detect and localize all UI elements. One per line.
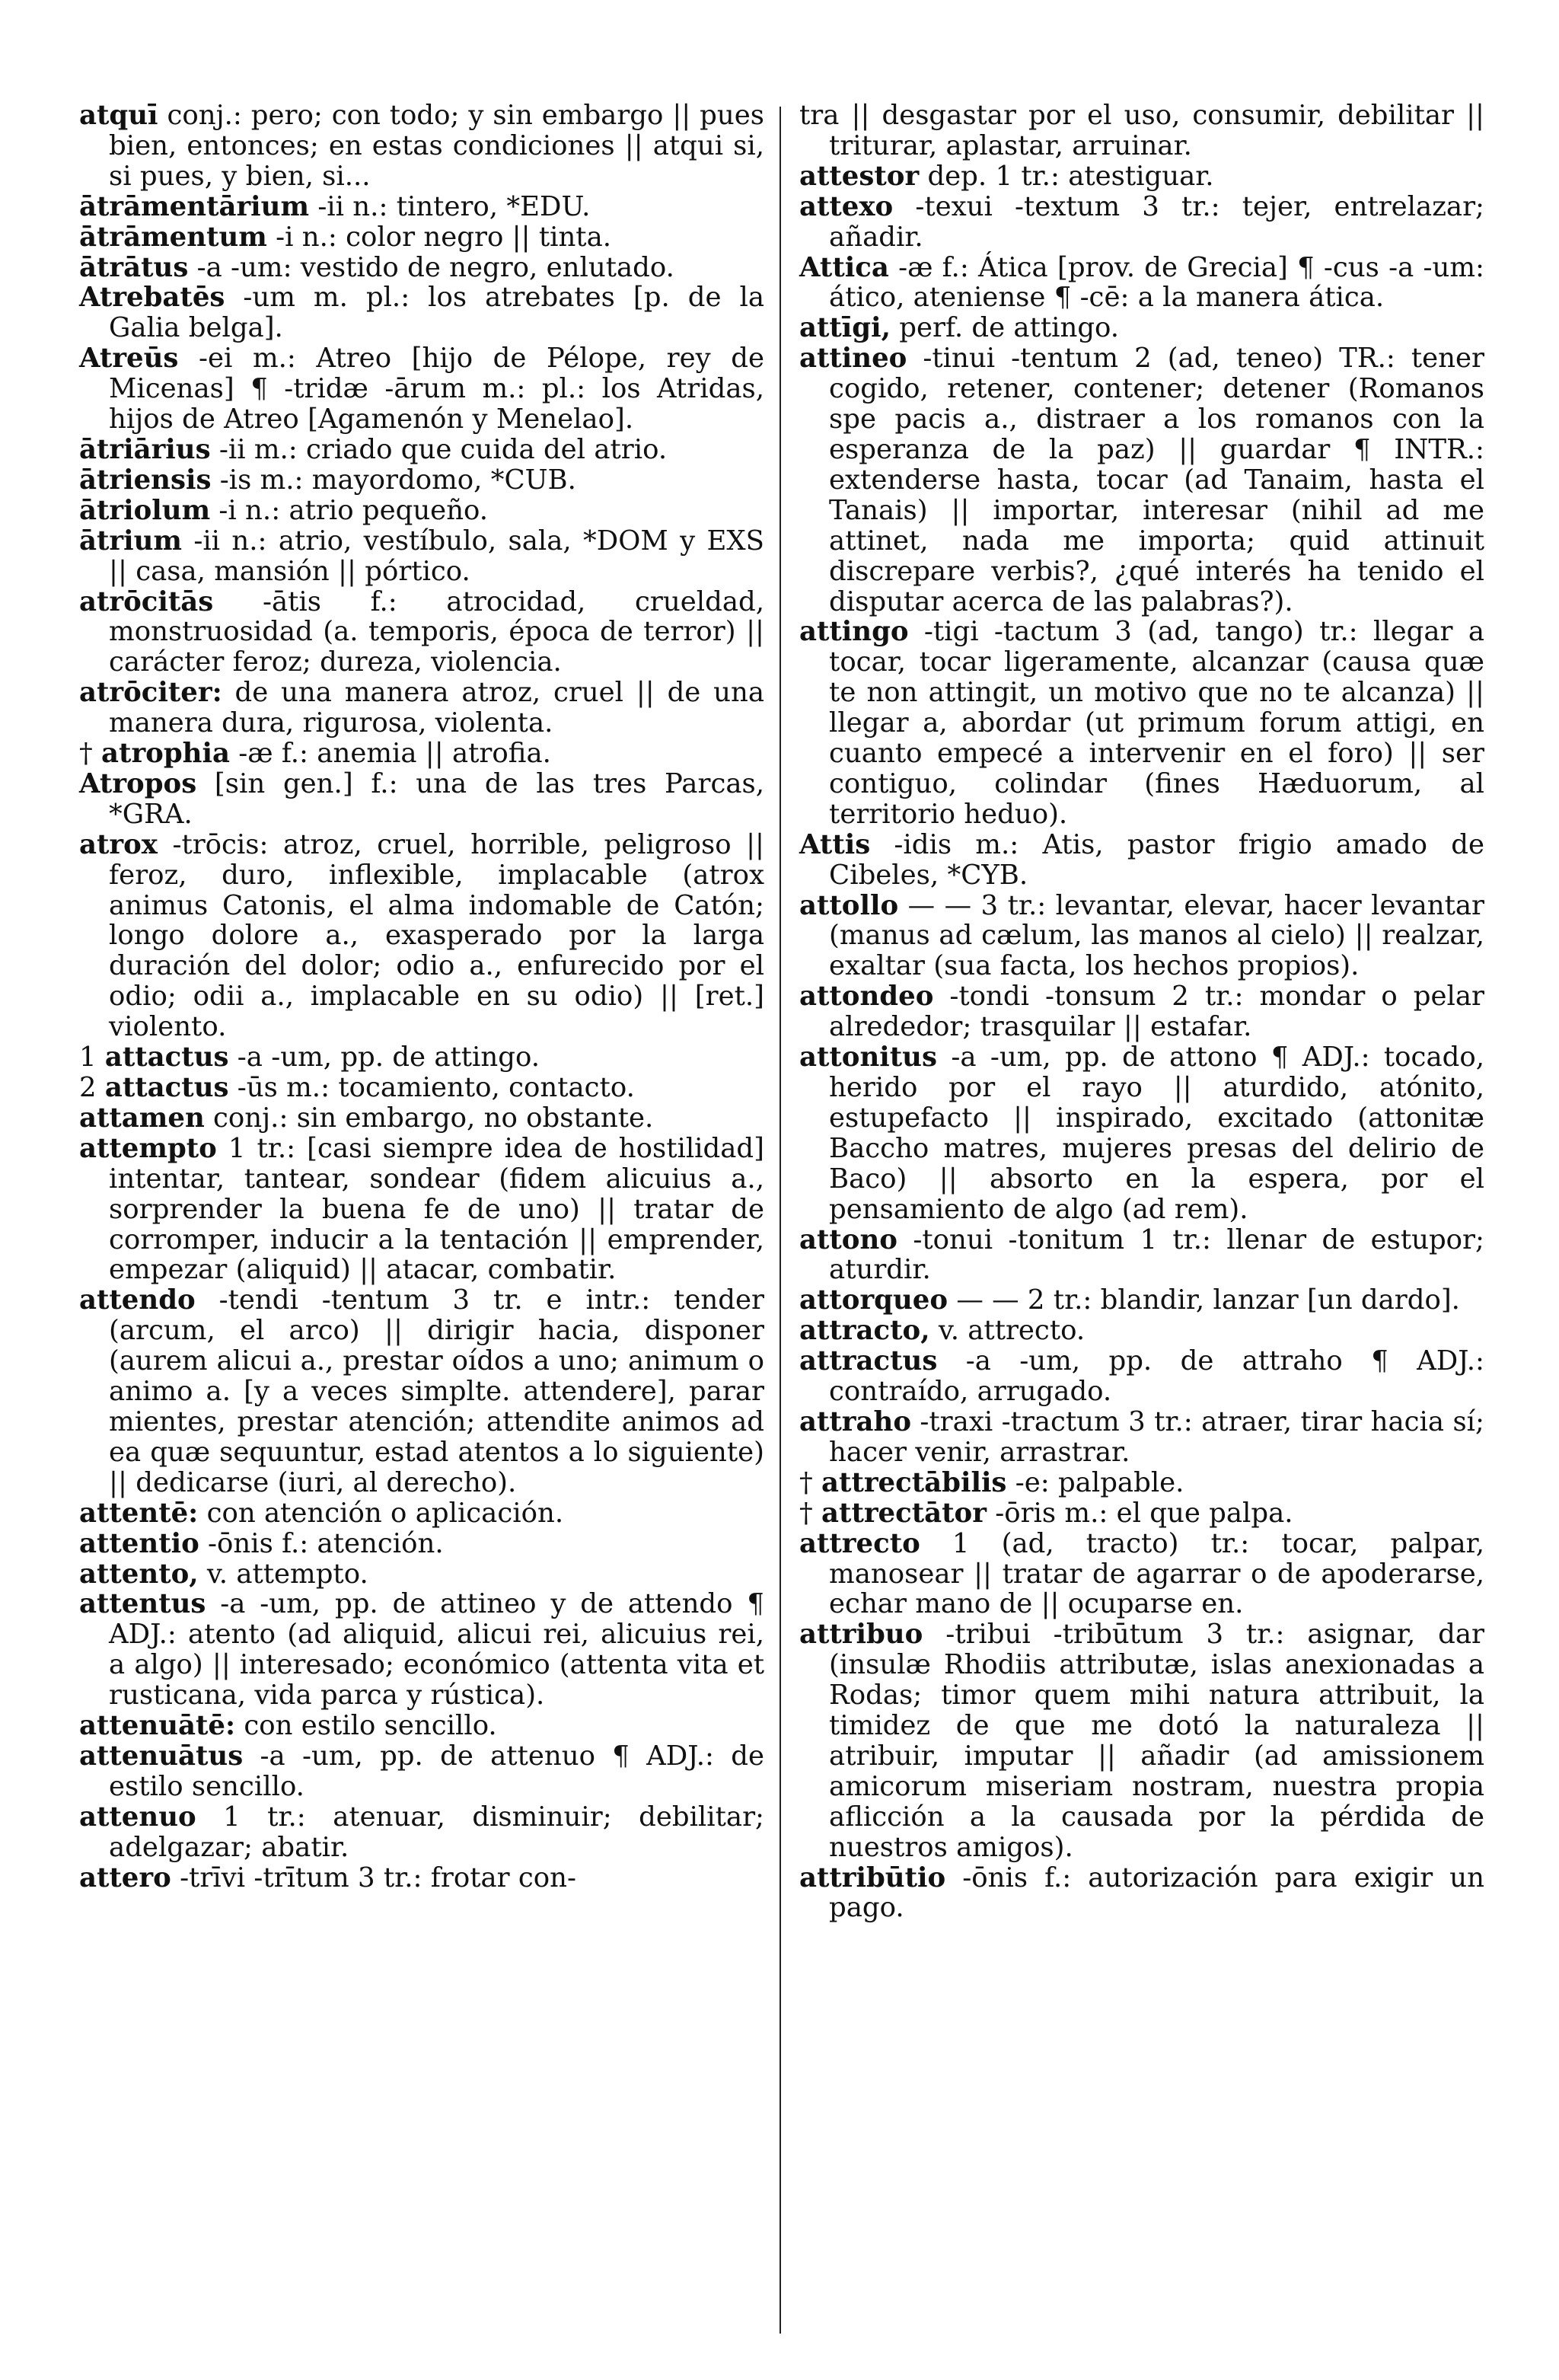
- headword: Atreūs: [79, 343, 179, 375]
- dictionary-entry: attorqueo — — 2 tr.: blandir, lanzar [un dardo].: [799, 1284, 1460, 1316]
- dictionary-entry: attendo -tendi -tentum 3 tr. e intr.: tender (arcum, el arco) || dirigir hacia, disponer (aurem alicui a., prestar oídos a uno; animum o animo a. [y a veces simplte. attendere], parar mientes, prestar atención; attendite animos ad ea quæ sequuntur, estad atentos a lo siguiente) || dedicarse (iuri, al derecho).: [79, 1284, 764, 1498]
- headword: attrectābilis: [821, 1466, 1007, 1498]
- dictionary-entry: Attica -æ f.: Ática [prov. de Grecia] ¶ -cus -a -um: ático, ateniense ¶ -cē: a la manera ática.: [799, 251, 1484, 314]
- dictionary-entry: attento, v. attempto.: [79, 1558, 368, 1590]
- headword: attenuātus: [79, 1740, 244, 1772]
- headword: atquī: [79, 100, 158, 131]
- headword: attrecto: [799, 1527, 920, 1559]
- headword: attineo: [799, 343, 907, 375]
- dictionary-entry: Atropos [sin gen.] f.: una de las tres Parcas, *GRA.: [79, 767, 764, 830]
- dictionary-entry: ātrātus -a -um: vestido de negro, enlutado.: [79, 251, 674, 283]
- dictionary-entry: ātrāmentārium -ii n.: tintero, *EDU.: [79, 190, 591, 222]
- dictionary-entry: tra || desgastar por el uso, consumir, debilitar || triturar, aplastar, arruinar.: [799, 100, 1484, 161]
- headword: attribuo: [799, 1619, 923, 1651]
- headword: ātriensis: [79, 464, 212, 496]
- headword: Atrebatēs: [79, 282, 225, 314]
- headword: attamen: [79, 1102, 205, 1134]
- dictionary-entry: Attis -idis m.: Atis, pastor frigio amado de Cibeles, *CYB.: [799, 828, 1484, 891]
- headword: attero: [79, 1862, 171, 1893]
- headword: atrox: [79, 828, 158, 860]
- dictionary-entry: attono -tonui -tonitum 1 tr.: llenar de estupor; aturdir.: [799, 1223, 1484, 1286]
- dictionary-entry: attrecto 1 (ad, tracto) tr.: tocar, palpar, manosear || tratar de agarrar o de apoderarse, echar mano de || ocuparse en.: [799, 1527, 1484, 1620]
- dictionary-entry: Atreūs -ei m.: Atreo [hijo de Pélope, rey de Micenas] ¶ -tridæ -ārum m.: pl.: los Atridas, hijos de Atreo [Agamenón y Menelao].: [79, 343, 764, 435]
- headword: attono: [799, 1223, 897, 1255]
- headword: attexo: [799, 190, 894, 222]
- dictionary-entry: attracto, v. attrecto.: [799, 1315, 1086, 1347]
- headword: ātrium: [79, 525, 182, 557]
- right-column: [799, 100, 1484, 1923]
- headword: atrōciter:: [79, 677, 222, 709]
- dictionary-entry: attraho -traxi -tractum 3 tr.: atraer, tirar hacia sí; hacer venir, arrastrar.: [799, 1405, 1484, 1468]
- headword: attenuo: [79, 1801, 196, 1833]
- dictionary-entry: attenuātus -a -um, pp. de attenuo ¶ ADJ.: de estilo sencillo.: [79, 1740, 764, 1802]
- headword: attenuātē:: [79, 1710, 236, 1742]
- dictionary-entry: ātrāmentum -i n.: color negro || tinta.: [79, 221, 612, 253]
- dictionary-entry: atrōciter: de una manera atroz, cruel || de una manera dura, rigurosa, violenta.: [79, 677, 764, 739]
- dictionary-entry: 2 attactus -ūs m.: tocamiento, contacto.: [79, 1072, 635, 1103]
- headword: attracto,: [799, 1315, 930, 1347]
- headword: ātrātus: [79, 251, 189, 283]
- dictionary-entry: atrox -trōcis: atroz, cruel, horrible, peligroso || feroz, duro, inflexible, implacable (atrox animus Catonis, el alma indomable de Catón; longo dolore a., exasperado por la larga duración del dolor; odio a., enfurecido por el odio; odii a., implacable en su odio) || [ret.] violento.: [79, 828, 764, 1043]
- dictionary-entry: attentio -ōnis f.: atención.: [79, 1527, 444, 1559]
- headword: Attis: [799, 828, 871, 860]
- headword: attrectātor: [821, 1497, 987, 1529]
- headword: attraho: [799, 1405, 911, 1437]
- headword: attempto: [79, 1132, 217, 1164]
- dictionary-entry: † attrectābilis -e: palpable.: [799, 1466, 1184, 1498]
- headword: attractus: [799, 1345, 938, 1377]
- headword: attactus: [104, 1072, 229, 1103]
- dictionary-entry: ātriensis -is m.: mayordomo, *CUB.: [79, 464, 576, 496]
- dictionary-entry: Atrebatēs -um m. pl.: los atrebates [p. de la Galia belga].: [79, 282, 764, 344]
- headword: attestor: [799, 160, 920, 192]
- headword: Attica: [799, 251, 889, 283]
- dictionary-entry: attribūtio -ōnis f.: autorización para exigir un pago.: [799, 1862, 1484, 1924]
- dictionary-entry: attenuo 1 tr.: atenuar, disminuir; debilitar; adelgazar; abatir.: [79, 1801, 764, 1863]
- headword: ātriolum: [79, 494, 211, 526]
- dictionary-entry: attamen conj.: sin embargo, no obstante.: [79, 1102, 654, 1134]
- dictionary-entry: attero -trīvi -trītum 3 tr.: frotar con-: [79, 1862, 577, 1893]
- dictionary-entry: ātrium -ii n.: atrio, vestíbulo, sala, *DOM y EXS || casa, mansión || pórtico.: [79, 525, 764, 587]
- headword: attendo: [79, 1284, 196, 1316]
- dictionary-entry: attenuātē: con estilo sencillo.: [79, 1710, 497, 1742]
- headword: atrōcitās: [79, 585, 214, 617]
- headword: attentio: [79, 1527, 199, 1559]
- dictionary-entry: attentē: con atención o aplicación.: [79, 1497, 564, 1529]
- headword: attentus: [79, 1588, 206, 1620]
- dictionary-entry: attīgi, perf. de attingo.: [799, 312, 1120, 344]
- headword: atrophia: [101, 738, 230, 770]
- dictionary-entry: attestor dep. 1 tr.: atestiguar.: [799, 160, 1214, 192]
- dictionary-entry: attingo -tigi -tactum 3 (ad, tango) tr.: llegar a tocar, tocar ligeramente, alcanzar (causa quæ te non attingit, un motivo que no te alcanza) || llegar a, abordar (ut primum forum attigi, en cuanto empecé a intervenir en el foro) || ser contiguo, colindar (fines Hæduorum, al territorio heduo).: [799, 616, 1484, 830]
- headword: Atropos: [79, 767, 197, 799]
- dictionary-entry: attonitus -a -um, pp. de attono ¶ ADJ.: tocado, herido por el rayo || aturdido, atónito, estupefacto || inspirado, excitado (attonitæ Baccho matres, mujeres presas del delirio de Baco) || absorto en la espera, por el pensamiento de algo (ad rem).: [799, 1042, 1484, 1225]
- dictionary-entry: ātriārius -ii m.: criado que cuida del atrio.: [79, 433, 668, 465]
- dictionary-entry: attollo — — 3 tr.: levantar, elevar, hacer levantar (manus ad cælum, las manos al cielo) || realzar, exaltar (sua facta, los hechos propios).: [799, 889, 1484, 982]
- dictionary-entry: attineo -tinui -tentum 2 (ad, teneo) TR.: tener cogido, retener, contener; detener (Romanos spe pacis a., distraer a los romanos con la esperanza de la paz) || guardar ¶ INTR.: extenderse hasta, tocar (ad Tanaim, hasta el Tanais) || importar, interesar (nihil ad me attinet, nada me importa; quid attinuit discrepare verbis?, ¿qué interés ha tenido el disputar acerca de las palabras?).: [799, 343, 1484, 617]
- dictionary-entry: attempto 1 tr.: [casi siempre idea de hostilidad] intentar, tantear, sondear (fidem alicuius a., sorprender la buena fe de uno) || tratar de corromper, inducir a la tentación || emprender, empezar (aliquid) || atacar, combatir.: [79, 1132, 764, 1286]
- headword: ātrāmentārium: [79, 190, 310, 222]
- headword: attonitus: [799, 1042, 937, 1074]
- headword: attollo: [799, 889, 899, 921]
- headword: attactus: [104, 1042, 229, 1074]
- dictionary-entry: attondeo -tondi -tonsum 2 tr.: mondar o pelar alrededor; trasquilar || estafar.: [799, 981, 1484, 1043]
- left-column: [79, 100, 764, 1893]
- headword: attīgi,: [799, 312, 891, 344]
- dictionary-entry: † atrophia -æ f.: anemia || atrofia.: [79, 738, 551, 770]
- headword: attribūtio: [799, 1862, 946, 1893]
- headword: attorqueo: [799, 1284, 948, 1316]
- dictionary-entry: ātriolum -i n.: atrio pequeño.: [79, 494, 489, 526]
- headword: ātriārius: [79, 433, 211, 465]
- dictionary-entry: atrōcitās -ātis f.: atrocidad, crueldad, monstruosidad (a. temporis, época de terror) || carácter feroz; dureza, violencia.: [79, 585, 764, 678]
- headword: attentē:: [79, 1497, 199, 1529]
- headword: attondeo: [799, 981, 934, 1013]
- headword: attingo: [799, 616, 909, 648]
- dictionary-entry: 1 attactus -a -um, pp. de attingo.: [79, 1042, 540, 1074]
- dictionary-entry: attractus -a -um, pp. de attraho ¶ ADJ.: contraído, arrugado.: [799, 1345, 1484, 1408]
- headword: ātrāmentum: [79, 221, 267, 253]
- dictionary-entry: attentus -a -um, pp. de attineo y de attendo ¶ ADJ.: atento (ad aliquid, alicui rei, alicuius rei, a algo) || interesado; económico (attenta vita et rusticana, vida parca y rústica).: [79, 1588, 764, 1712]
- headword: attento,: [79, 1558, 199, 1590]
- dictionary-entry: atquī conj.: pero; con todo; y sin embargo || pues bien, entonces; en estas condiciones || atqui si, si pues, y bien, si...: [79, 100, 764, 192]
- dictionary-entry: attexo -texui -textum 3 tr.: tejer, entrelazar; añadir.: [799, 190, 1484, 253]
- dictionary-entry: † attrectātor -ōris m.: el que palpa.: [799, 1497, 1293, 1529]
- dictionary-entry: attribuo -tribui -tribūtum 3 tr.: asignar, dar (insulæ Rhodiis attributæ, islas anexionadas a Rodas; timor quem mihi natura attribuit, la timidez de que me dotó la naturaleza || atribuir, imputar || añadir (ad amissionem amicorum miseriam nostram, nuestra propia aflicción a la causada por la pérdida de nuestros amigos).: [799, 1619, 1484, 1863]
- column-divider: [780, 107, 781, 2334]
